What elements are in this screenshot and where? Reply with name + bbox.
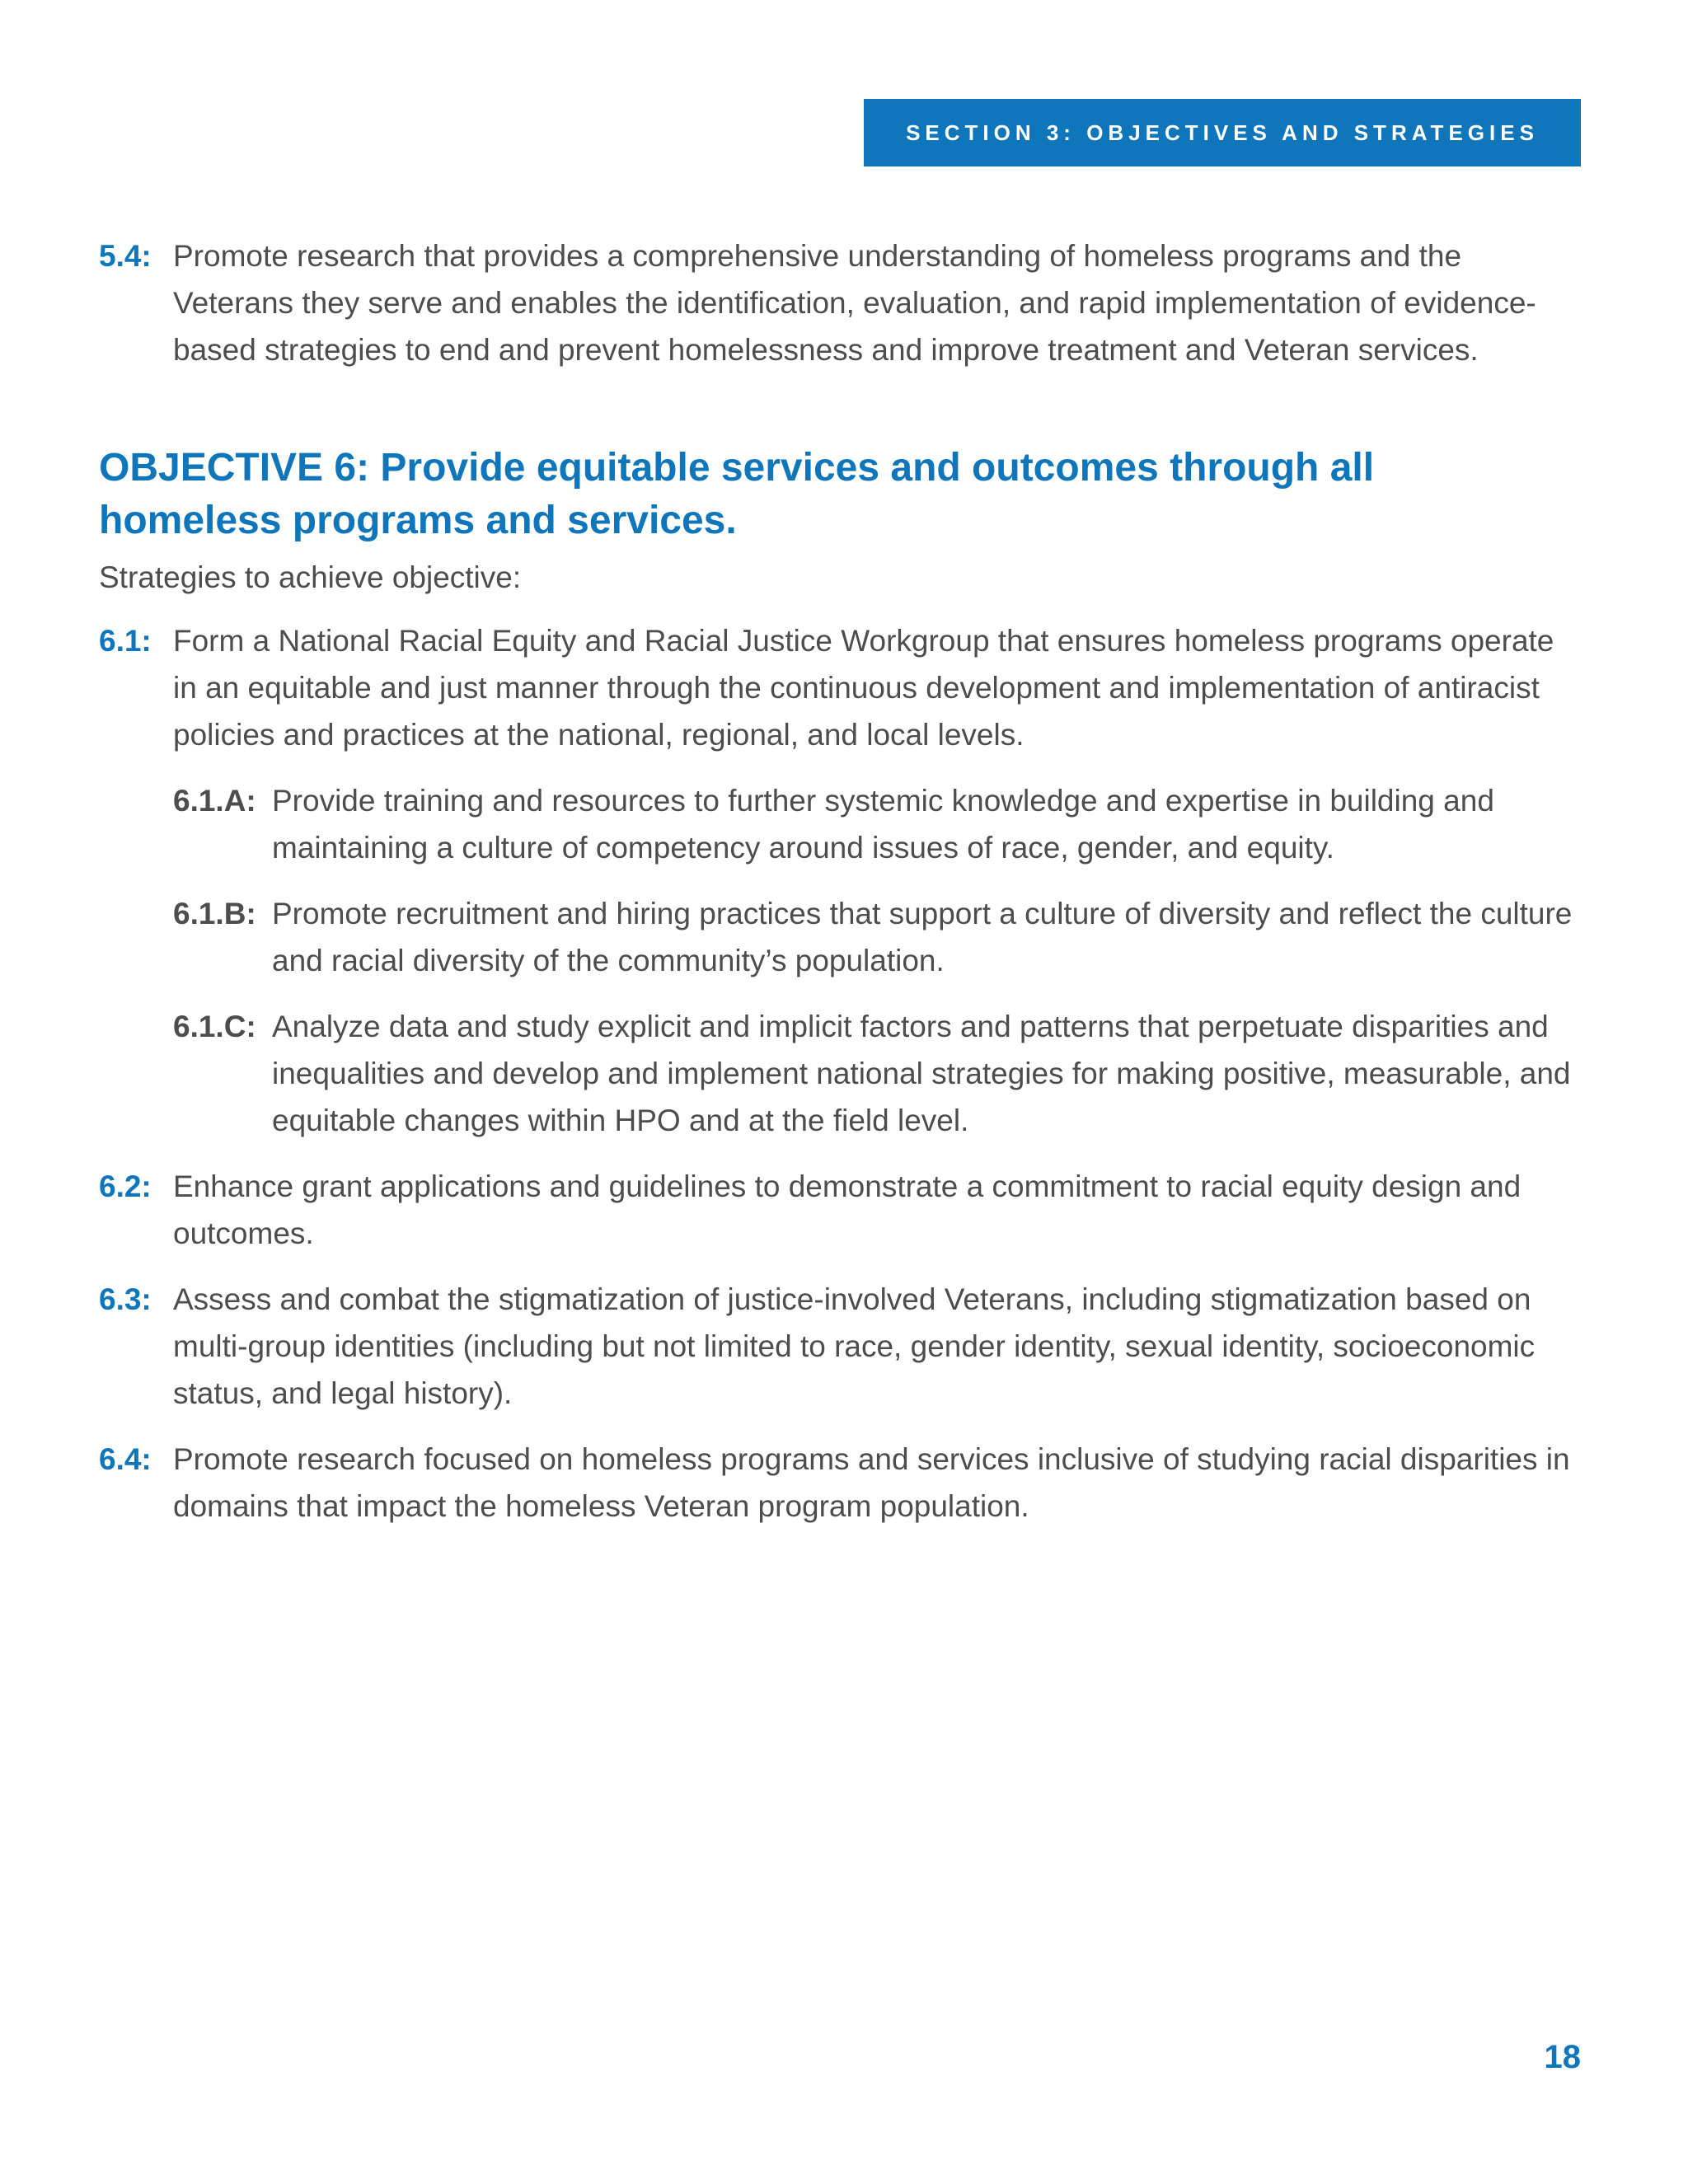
spacer — [99, 392, 1582, 442]
strategy-6-3 — [99, 1276, 1582, 1417]
strategy-5-4 — [99, 232, 1582, 373]
substrategy-6-1-a — [173, 777, 1582, 871]
strategy-text: Enhance grant applications and guidelines to demonstrate a commitment to racial equity design and outcomes. — [173, 1169, 1522, 1250]
strategy-6-2 — [99, 1163, 1582, 1257]
strategy-number: 6.1: — [99, 624, 152, 658]
objective-heading: OBJECTIVE 6: Provide equitable services and outcomes through all homeless programs and services. — [99, 446, 1375, 542]
page-number: 18 — [1544, 2039, 1581, 2075]
strategy-6-1 — [99, 617, 1582, 758]
substrategy-number: 6.1.B: — [173, 897, 256, 930]
strategy-number: 6.3: — [99, 1282, 152, 1316]
substrategy-number: 6.1.A: — [173, 784, 256, 818]
strategies-label: Strategies to achieve objective: — [99, 560, 522, 594]
substrategy-text: Promote recruitment and hiring practices that support a culture of diversity and reflect the culture and racial diversity of the community’s population. — [272, 897, 1573, 977]
strategy-number: 6.4: — [99, 1442, 152, 1476]
substrategy-text: Analyze data and study explicit and implicit factors and patterns that perpetuate disparities and inequalities and develop and implement national strategies for making positive, measurable, and equitable changes within HPO and at the field level. — [272, 1010, 1571, 1137]
strategy-text: Promote research that provides a comprehensive understanding of homeless programs and the Veterans they serve and enables the identification, evaluation, and rapid implementation of evidence-based strategies to end and prevent homelessness and improve treatment and Veteran services. — [173, 239, 1536, 367]
strategy-text: Form a National Racial Equity and Racial Justice Workgroup that ensures homeless programs operate in an equitable and just manner through the continuous development and implementation of antiracist policies and practices at the national, regional, and local levels. — [173, 624, 1554, 752]
section-banner — [864, 99, 1581, 166]
substrategy-6-1-b — [173, 890, 1582, 984]
strategy-6-4 — [99, 1436, 1582, 1530]
substrategy-number: 6.1.C: — [173, 1010, 256, 1043]
strategy-text: Assess and combat the stigmatization of justice-involved Veterans, including stigmatization based on multi-group identities (including but not limited to race, gender identity, sexual identity, socioeconomic status, and legal history). — [173, 1282, 1536, 1410]
page-content — [99, 232, 1582, 1549]
section-label: SECTION 3: OBJECTIVES AND STRATEGIES — [906, 120, 1539, 145]
strategy-text: Promote research focused on homeless programs and services inclusive of studying racial disparities in domains that impact the homeless Veteran program population. — [173, 1442, 1570, 1523]
strategy-number: 6.2: — [99, 1169, 152, 1203]
substrategy-6-1-c — [173, 1003, 1582, 1144]
strategy-number: 5.4: — [99, 239, 152, 273]
substrategy-text: Provide training and resources to further systemic knowledge and expertise in building and maintaining a culture of competency around issues of race, gender, and equity. — [272, 784, 1494, 865]
